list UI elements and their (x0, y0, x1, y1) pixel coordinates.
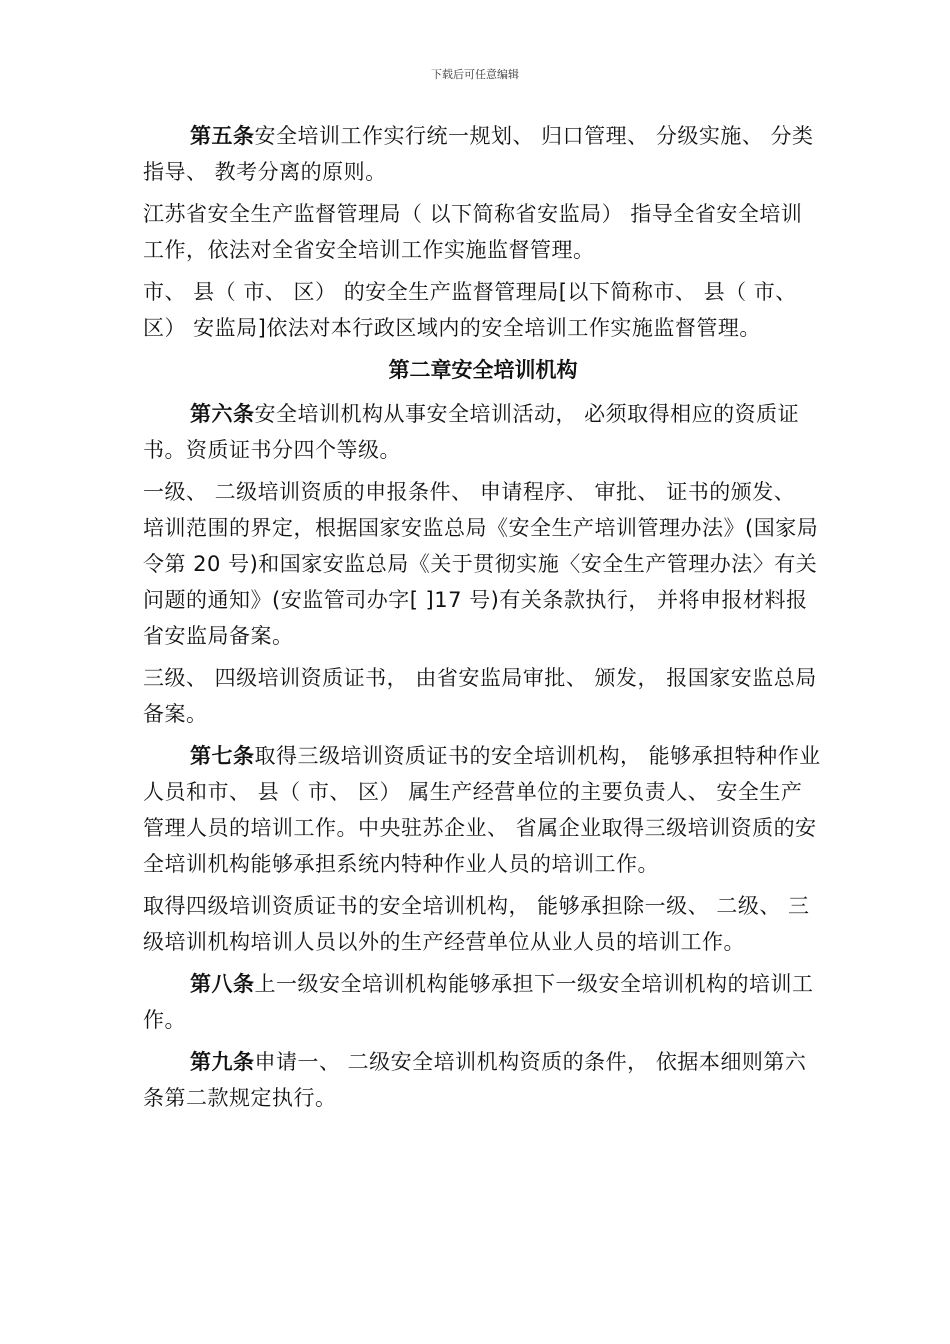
article-8 (143, 966, 823, 1038)
document-body (143, 118, 823, 1122)
article-6-heading: 第六条 (190, 402, 255, 426)
article-5 (143, 118, 823, 190)
chapter-2-title: 第二章安全培训机构 (388, 358, 578, 382)
article-7-text: 取得三级培训资质证书的安全培训机构， 能够承担特种作业人员和市、 县（ 市、 区） 属生产经营单位的主要负责人、 安全生产管理人员的培训工作。中央驻苏企业、 省属企业取得三级培训资质的安全培训机构能够承担系统内特种作业人员的培训工作。 (143, 744, 821, 876)
paragraph-level-4: 取得四级培训资质证书的安全培训机构， 能够承担除一级、 二级、 三级培训机构培训人员以外的生产经营单位从业人员的培训工作。 (143, 894, 810, 954)
paragraph-level-3-4: 三级、 四级培训资质证书， 由省安监局审批、 颁发， 报国家安监总局备案。 (143, 666, 817, 726)
article-9-text: 申请一、 二级安全培训机构资质的条件， 依据本细则第六条第二款规定执行。 (143, 1050, 807, 1110)
article-9 (143, 1044, 823, 1116)
paragraph-city-bureau: 市、 县（ 市、 区） 的安全生产监督管理局[以下简称市、 县（ 市、 区） 安监局]依法对本行政区域内的安全培训工作实施监督管理。 (143, 280, 797, 340)
article-8-text: 上一级安全培训机构能够承担下一级安全培训机构的培训工作。 (143, 972, 814, 1032)
paragraph-province-bureau: 江苏省安全生产监督管理局（ 以下简称省安监局） 指导全省安全培训工作，依法对全省安全培训工作实施监督管理。 (143, 202, 803, 262)
article-5-text: 安全培训工作实行统一规划、 归口管理、 分级实施、 分类指导、 教考分离的原则。 (143, 124, 814, 184)
article-8-heading: 第八条 (190, 972, 255, 996)
article-5-heading: 第五条 (190, 124, 255, 148)
article-7 (143, 738, 823, 882)
paragraph-level-1-2: 一级、 二级培训资质的申报条件、 申请程序、 审批、 证书的颁发、 培训范围的界定，根据国家安监总局《安全生产培训管理办法》(国家局令第 20 号)和国家安监总局《关于贯彻实施〈安全生产管理办法〉有关问题的通知》(安监管司办字[ ]17 号)有关条款执行， 并将申报材料报省安监局备案。 (143, 480, 819, 648)
header-note: 下载后可任意编辑 (431, 68, 519, 81)
article-9-heading: 第九条 (190, 1050, 255, 1074)
article-7-heading: 第七条 (190, 744, 255, 768)
article-6 (143, 396, 823, 468)
article-6-text: 安全培训机构从事安全培训活动， 必须取得相应的资质证书。资质证书分四个等级。 (143, 402, 800, 462)
